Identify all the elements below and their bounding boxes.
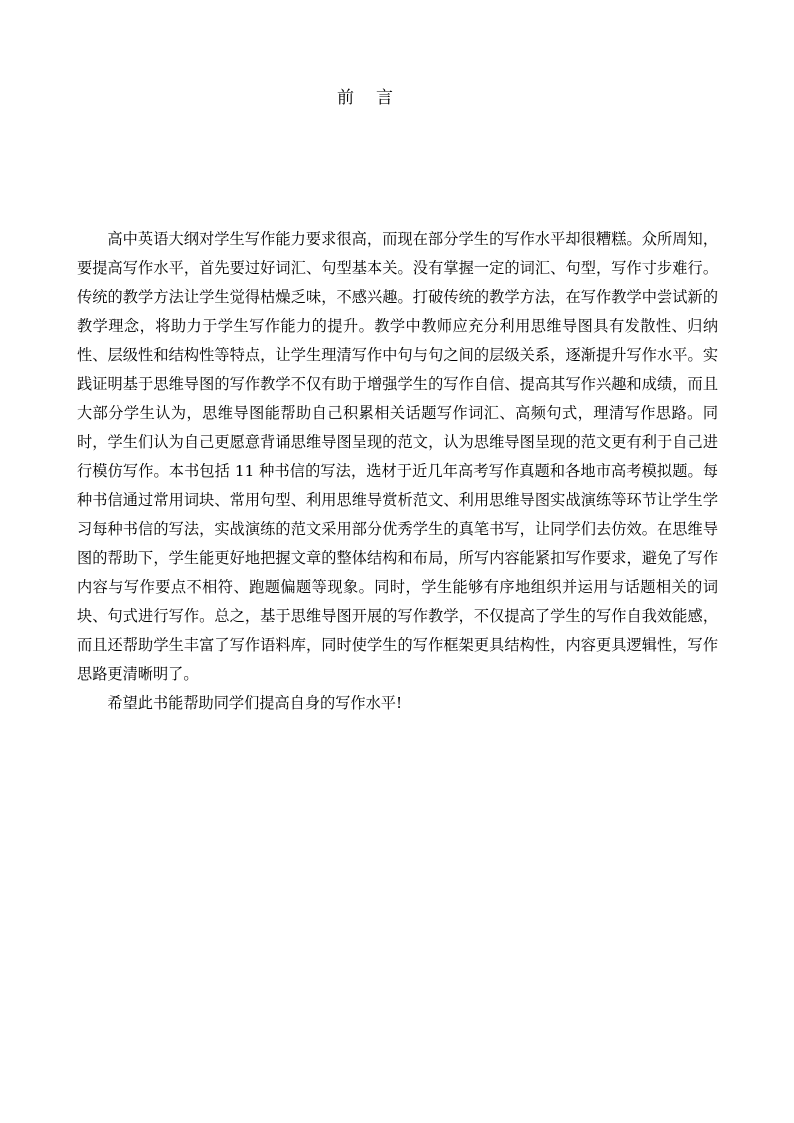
page-title-left: 前 [337,88,354,108]
body-paragraph-2: 希望此书能帮助同学们提高自身的写作水平! [107,694,403,712]
document-body [77,225,718,718]
page-title-right: 言 [376,88,393,108]
body-paragraph-1: 高中英语大纲对学生写作能力要求很高，而现在部分学生的写作水平却很糟糕。众所周知，要提高写作水平，首先要过好词汇、句型基本关。没有掌握一定的词汇、句型，写作寸步难行。传统的教学方法让学生觉得枯燥乏味，不感兴趣。打破传统的教学方法，在写作教学中尝试新的教学理念，将助力于学生写作能力的提升。教学中教师应充分利用思维导图具有发散性、归纳性、层级性和结构性等特点，让学生理清写作中句与句之间的层级关系，逐渐提升写作水平。实践证明基于思维导图的写作教学不仅有助于增强学生的写作自信、提高其写作兴趣和成绩，而且大部分学生认为，思维导图能帮助自己积累相关话题写作词汇、高频句式，理清写作思路。同时，学生们认为自己更愿意背诵思维导图呈现的范文，认为思维导图呈现的范文更有利于自己进行模仿写作。本书包括 11 种书信的写法，选材于近几年高考写作真题和各地市高考模拟题。每种书信通过常用词块、常用句型、利用思维导赏析范文、利用思维导图实战演练等环节让学生学习每种书信的写法，实战演练的范文采用部分优秀学生的真笔书写，让同学们去仿效。在思维导图的帮助下，学生能更好地把握文章的整体结构和布局，所写内容能紧扣写作要求，避免了写作内容与写作要点不相符、跑题偏题等现象。同时，学生能够有序地组织并运用与话题相关的词块、句式进行写作。总之，基于思维导图开展的写作教学，不仅提高了学生的写作自我效能感，而且还帮助学生丰富了写作语料库，同时使学生的写作框架更具结构性，内容更具逻辑性，写作思路更清晰明了。 [77,230,718,683]
page-title [0,86,730,110]
